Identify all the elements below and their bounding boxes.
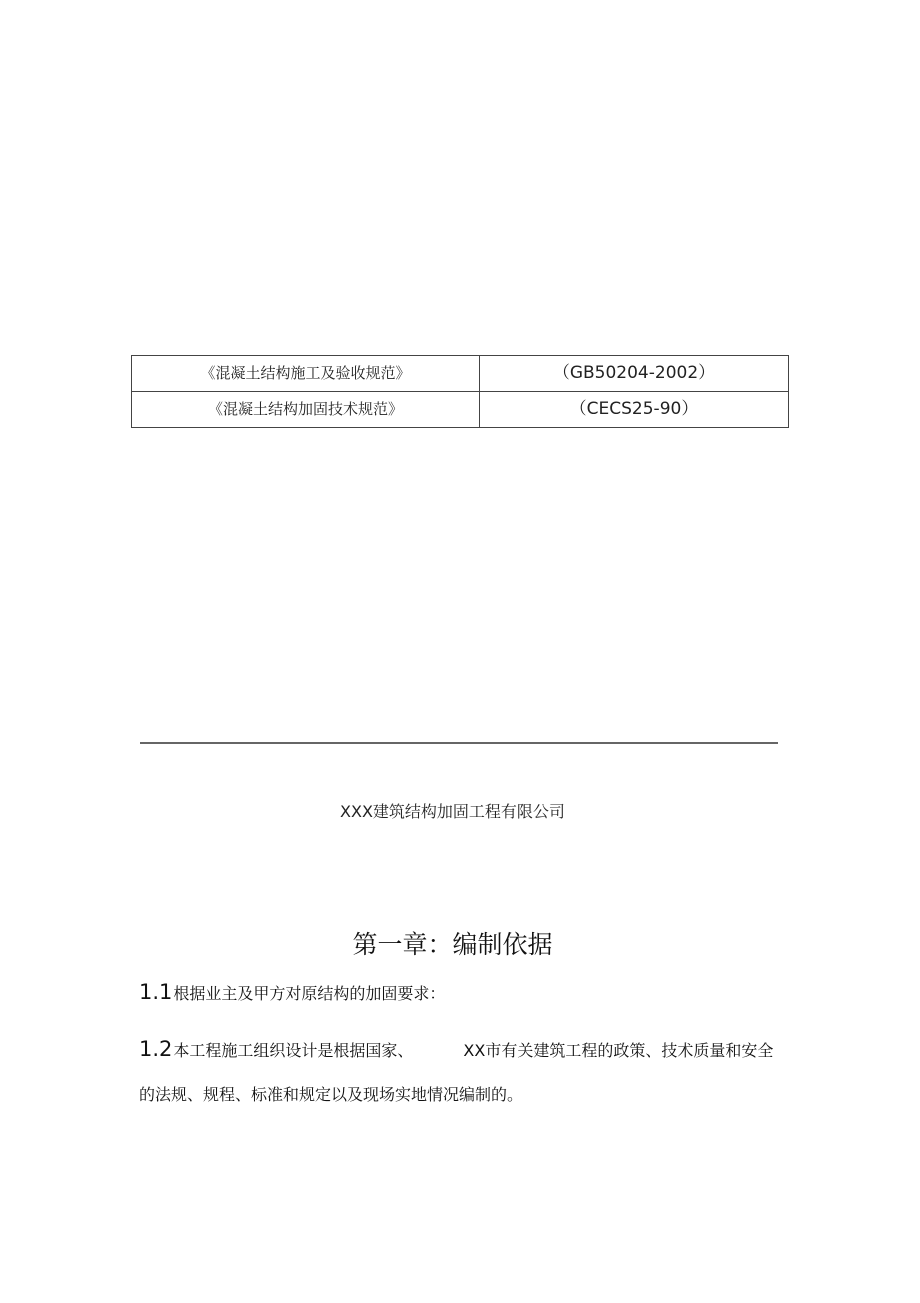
section-number: 1.1 [139, 980, 173, 1004]
section-text-part-1: 本工程施工组织设计是根据国家、 [173, 1041, 414, 1060]
section-1-2 [139, 1027, 784, 1117]
section-text-part-2: XX市有关建筑工程的政策、技术质量和安全的法规、规程、标准和规定以及现场实地情况编制的。 [139, 1041, 774, 1104]
table-row [132, 392, 789, 428]
chapter-title: 第一章：编制依据 [352, 930, 553, 959]
standards-table [131, 355, 789, 428]
standard-code-cell: （CECS25-90） [480, 392, 789, 428]
table-row [132, 356, 789, 392]
company-name: XXX建筑结构加固工程有限公司 [340, 802, 565, 821]
horizontal-divider [140, 742, 778, 744]
section-text: 根据业主及甲方对原结构的加固要求： [173, 984, 446, 1003]
standard-code-cell: （GB50204-2002） [480, 356, 789, 392]
standard-name-cell: 《混凝土结构施工及验收规范》 [132, 356, 480, 392]
section-number: 1.2 [139, 1037, 173, 1061]
section-1-1 [139, 980, 784, 1004]
standard-name-cell: 《混凝土结构加固技术规范》 [132, 392, 480, 428]
